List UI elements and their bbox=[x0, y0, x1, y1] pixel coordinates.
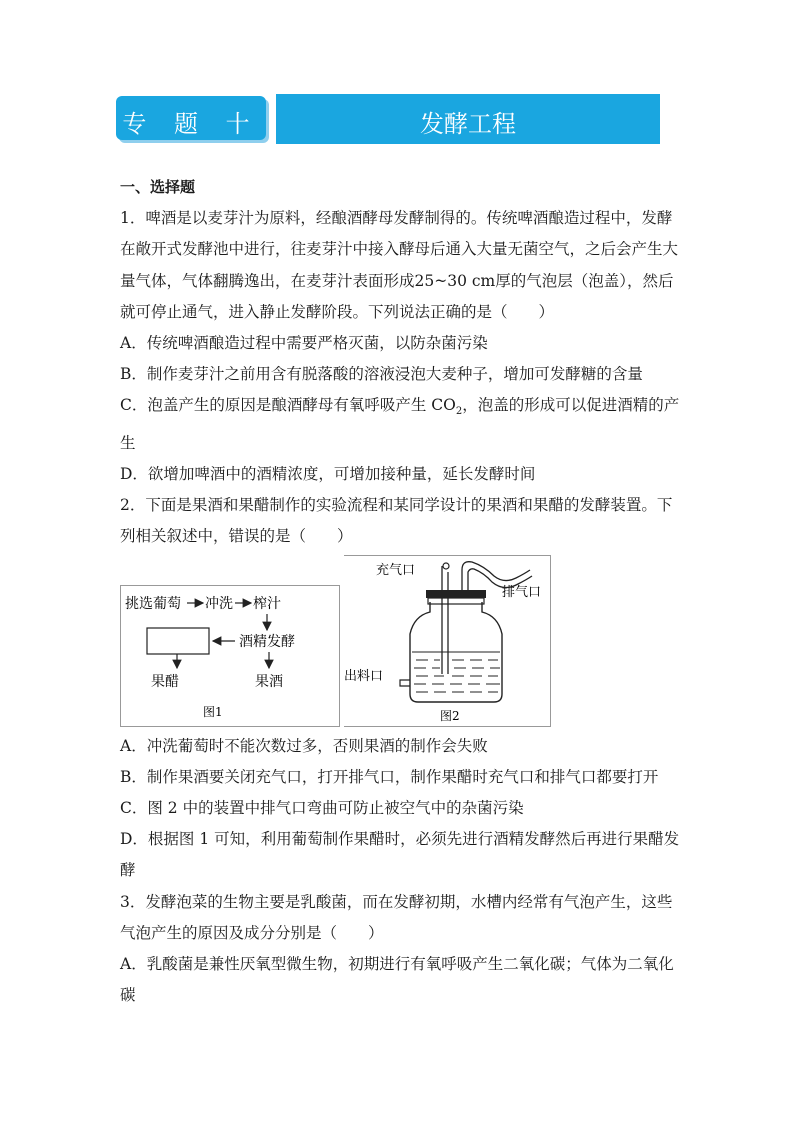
fig1-out-wine: 果酒 bbox=[255, 673, 283, 690]
fig2-clip-icon bbox=[443, 563, 449, 569]
fig2-inlet-label: 充气口 bbox=[376, 562, 416, 578]
figure-1-flowchart bbox=[120, 585, 340, 727]
chapter-title-bar bbox=[276, 94, 660, 144]
q1-option-c bbox=[120, 390, 680, 459]
q2-option-d: D．根据图 1 可知，利用葡萄制作果醋时，必须先进行酒精发酵然后再进行果醋发酵 bbox=[120, 830, 680, 880]
figure-2-apparatus bbox=[344, 555, 551, 727]
fig1-step-select: 挑选葡萄 bbox=[125, 595, 181, 612]
q1-option-c-pre: C．泡盖产生的原因是酿酒酵母有氧呼吸产生 CO bbox=[120, 396, 456, 415]
chapter-badge-label: 专 题 十 bbox=[122, 110, 260, 138]
fig2-exhaust-label: 排气口 bbox=[502, 584, 542, 600]
q1-stem: 1．啤酒是以麦芽汁为原料，经酿酒酵母发酵制得的。传统啤酒酿造过程中，发酵在敞开式发酵池中进行，往麦芽汁中接入酵母后通入大量无菌空气，之后会产生大量气体，气体翻腾逸出，在麦芽汁表面形成25~30 cm厚的气泡层（泡盖），然后就可停止通气，进入静止发酵阶段。下列说法正确的是（ ） bbox=[120, 209, 679, 321]
q2-stem: 2．下面是果酒和果醋制作的实验流程和某同学设计的果酒和果醋的发酵装置。下列相关叙述中，错误的是（ ） bbox=[120, 496, 673, 546]
q1-option-c-post: ，泡盖的形成可以促进酒精的产生 bbox=[120, 396, 680, 452]
q2-option-b: B．制作果酒要关闭充气口，打开排气口，制作果醋时充气口和排气口都要打开 bbox=[120, 767, 659, 786]
q2-option-c: C．图 2 中的装置中排气口弯曲可防止被空气中的杂菌污染 bbox=[120, 798, 524, 817]
fig1-step-wash: 冲洗 bbox=[205, 595, 233, 612]
fig2-liquid bbox=[414, 660, 500, 692]
question-content bbox=[120, 172, 680, 1011]
q1-option-a: A．传统啤酒酿造过程中需要严格灭菌，以防杂菌污染 bbox=[120, 334, 488, 353]
q2-figures bbox=[120, 555, 680, 727]
q1-option-d: D．欲增加啤酒中的酒精浓度，可增加接种量，延长发酵时间 bbox=[120, 464, 536, 483]
fig1-blank-box bbox=[147, 628, 209, 654]
fig2-outlet bbox=[400, 680, 410, 686]
fig1-step-ferment: 酒精发酵 bbox=[239, 633, 295, 650]
fig1-caption: 图1 bbox=[203, 704, 223, 719]
section-title: 一、选择题 bbox=[120, 178, 196, 196]
fig2-caption: 图2 bbox=[440, 708, 460, 723]
q3-option-a: A．乳酸菌是兼性厌氧型微生物，初期进行有氧呼吸产生二氧化碳；气体为二氧化碳 bbox=[120, 954, 674, 1005]
q1-option-c-sub: 2 bbox=[455, 406, 463, 418]
fig2-stopper bbox=[426, 590, 486, 598]
q3-stem: 3．发酵泡菜的生物主要是乳酸菌，而在发酵初期，水槽内经常有气泡产生，这些气泡产生的原因及成分分别是（ ） bbox=[120, 892, 673, 942]
fig1-out-vinegar: 果醋 bbox=[151, 673, 179, 690]
fig2-outlet-label: 出料口 bbox=[344, 668, 384, 684]
q1-option-b: B．制作麦芽汁之前用含有脱落酸的溶液浸泡大麦种子，增加可发酵糖的含量 bbox=[120, 365, 643, 384]
chapter-badge bbox=[116, 96, 266, 140]
figure-2-svg bbox=[344, 556, 550, 726]
q2-option-a: A．冲洗葡萄时不能次数过多，否则果酒的制作会失败 bbox=[120, 736, 488, 755]
chapter-title: 发酵工程 bbox=[420, 110, 516, 138]
chapter-header bbox=[116, 94, 660, 144]
fig1-step-juice: 榨汁 bbox=[253, 595, 281, 612]
figure-1-svg bbox=[121, 586, 339, 726]
